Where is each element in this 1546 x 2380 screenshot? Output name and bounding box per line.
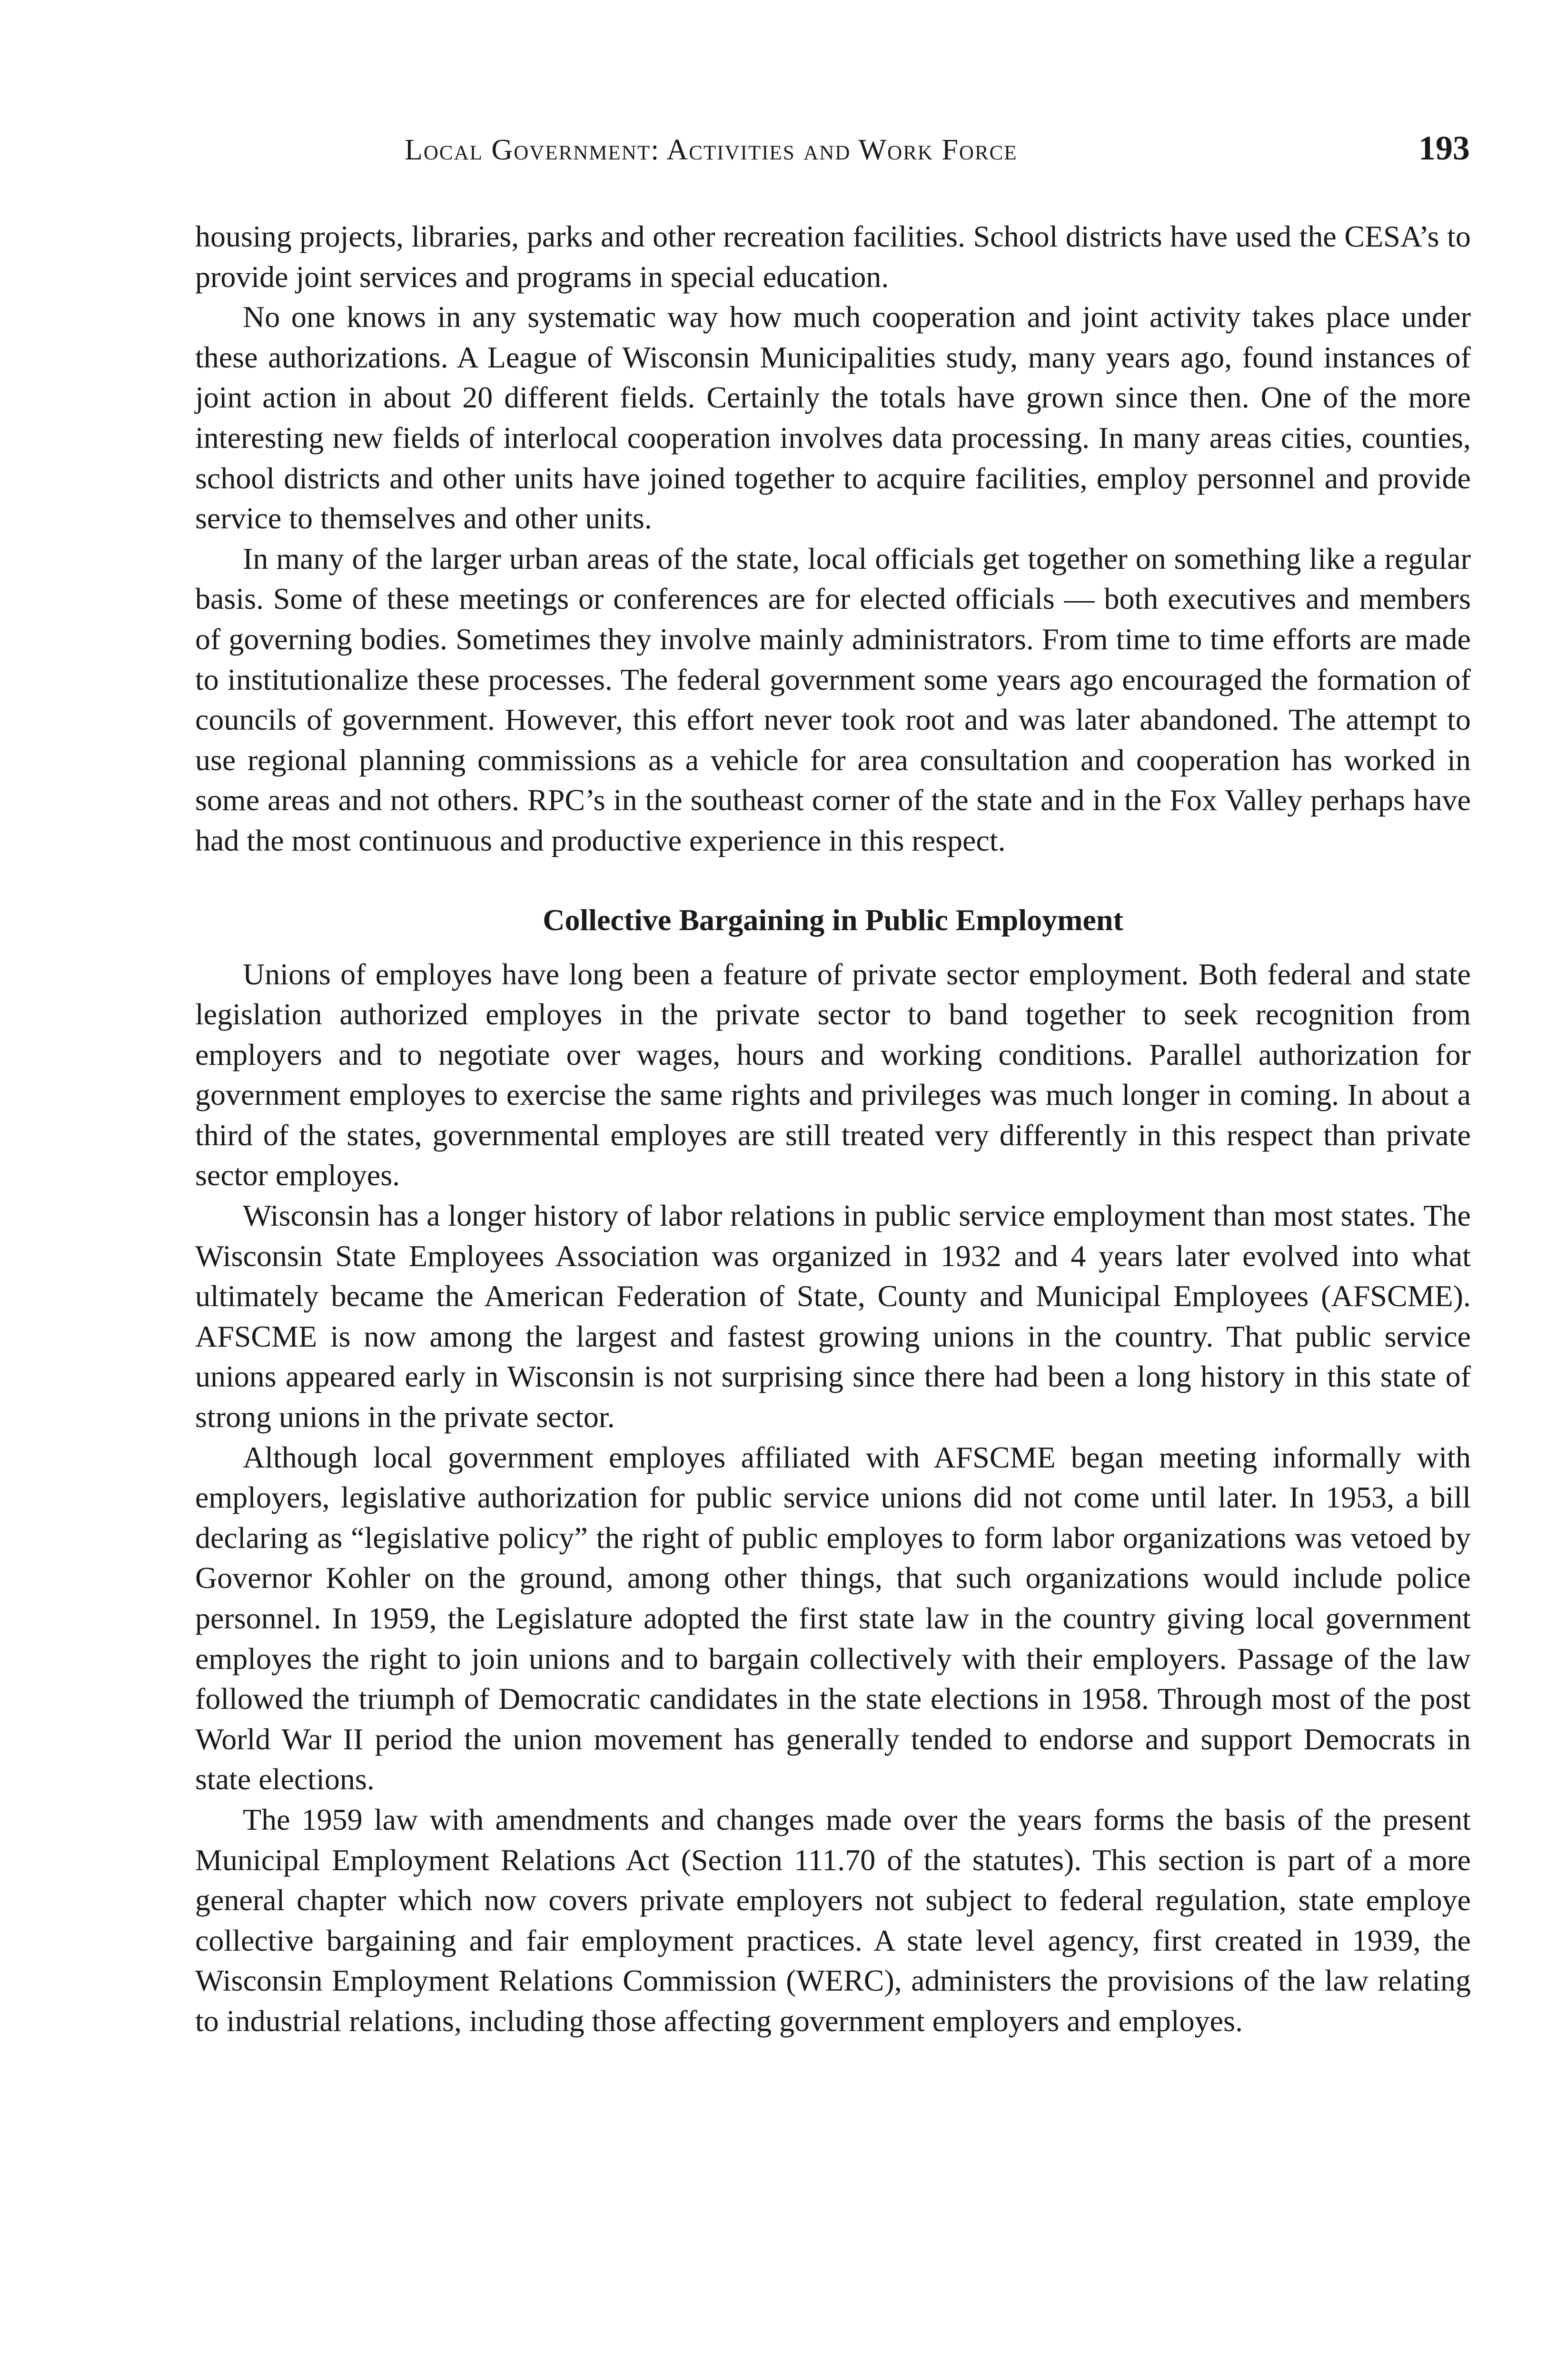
paragraph: In many of the larger urban areas of the state, local officials get together on something like a regular basis. Some of these meetings or conferences are for elected officials — both executives and members of governing bodies. Sometimes they involve mainly administrators. From time to time efforts are made to institutionalize these processes. The federal government some years ago encouraged the formation of councils of government. However, this effort never took root and was later abandoned. The attempt to use regional planning commissions as a vehicle for area consultation and cooperation has worked in some areas and not others. RPC’s in the southeast corner of the state and in the Fox Valley perhaps have had the most continuous and productive experience in this respect. — [195, 541, 1471, 857]
paragraph: Wisconsin has a longer history of labor relations in public service employment than most states. The Wisconsin State Employees Association was organized in 1932 and 4 years later evolved into what ultimately became the American Federation of State, County and Municipal Employees (AFSCME). AFSCME is now among the largest and fastest growing unions in the country. That public service unions appeared early in Wisconsin is not surprising since there had been a long history in this state of strong unions in the private sector. — [195, 1199, 1471, 1434]
paragraph-continued: housing projects, libraries, parks and other recreation facilities. School districts have used the CESA’s to provide joint services and programs in special education. — [195, 219, 1471, 294]
paragraph: The 1959 law with amendments and changes made over the years forms the basis of the present Municipal Employment Relations Act (Section 111.70 of the statutes). This section is part of a more general chapter which now covers private employers not subject to federal regulation, state employe collective bargaining and fair employment practices. A state level agency, first created in 1939, the Wisconsin Employment Relations Commission (WERC), administers the provisions of the law relating to industrial relations, including those affecting government employers and employes. — [195, 1802, 1471, 2038]
paragraph: No one knows in any systematic way how much cooperation and joint activity takes place under these authorizations. A League of Wisconsin Municipalities study, many years ago, found instances of joint action in about 20 different fields. Certainly the totals have grown since then. One of the more interesting new fields of interlocal cooperation involves data processing. In many areas cities, counties, school districts and other units have joined together to acquire facilities, employ personnel and provide service to themselves and other units. — [195, 300, 1471, 536]
section-heading: Collective Bargaining in Public Employment — [543, 902, 1123, 937]
body-text — [195, 217, 1471, 2042]
running-head: Local Government: Activities and Work Force — [405, 134, 1018, 166]
paragraph: Although local government employes affiliated with AFSCME began meeting informally with employers, legislative authorization for public service unions did not come until later. In 1953, a bill declaring as “legislative policy” the right of public employes to form labor organizations was vetoed by Governor Kohler on the ground, among other things, that such organizations would include police personnel. In 1959, the Legislature adopted the first state law in the country giving local government employes the right to join unions and to bargain collectively with their employers. Passage of the law followed the triumph of Democratic candidates in the state elections in 1958. Through most of the post World War II period the union movement has generally tended to endorse and support Democrats in state elections. — [195, 1440, 1471, 1796]
paragraph: Unions of employes have long been a feature of private sector employment. Both federal and state legislation authorized employes in the private sector to band together to seek recognition from employers and to negotiate over wages, hours and working conditions. Parallel authorization for government employes to exercise the same rights and privileges was much longer in coming. In about a third of the states, governmental employes are still treated very differently in this respect than private sector employes. — [195, 957, 1471, 1192]
page-number: 193 — [1418, 129, 1470, 167]
